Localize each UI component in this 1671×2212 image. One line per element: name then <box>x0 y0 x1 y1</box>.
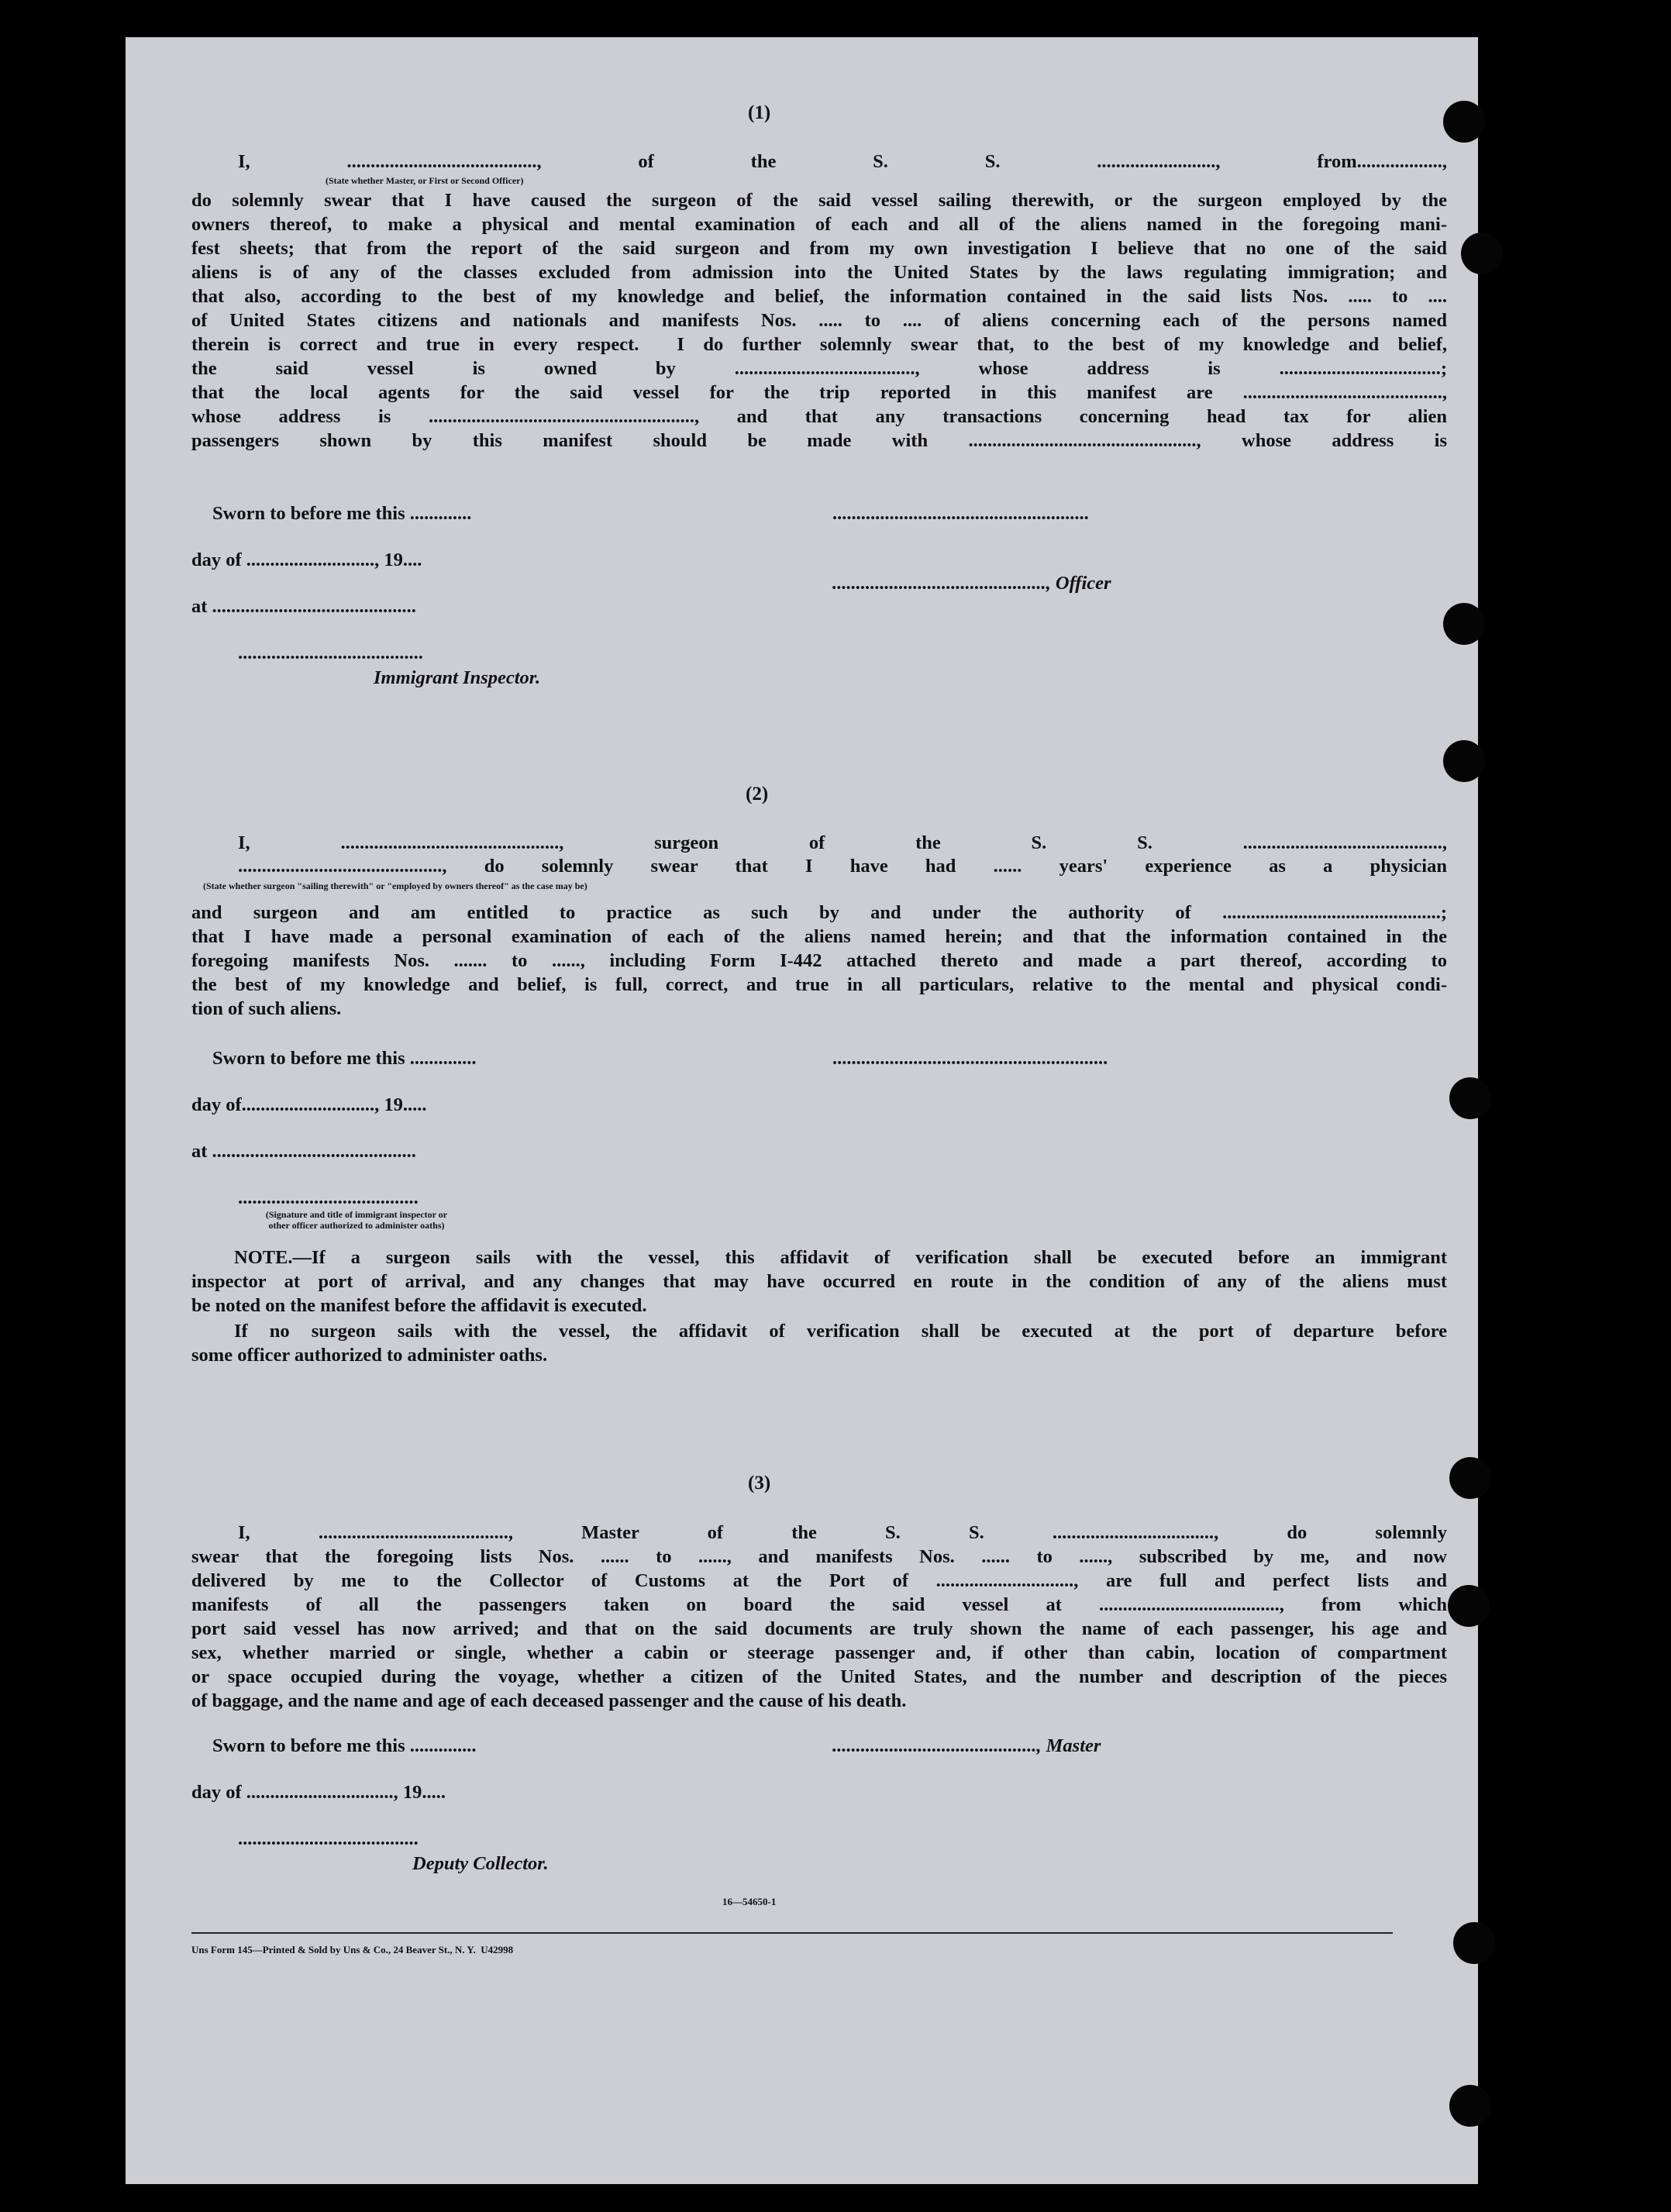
section1-line1: I, ........................................, of the S. S. ........................., from.................., <box>238 151 1447 172</box>
s2note-line: NOTE.—If a surgeon sails with the vessel, this affidavit of verification shall be executed before an immigrant <box>234 1247 1447 1268</box>
s3body-line: delivered by me to the Collector of Customs at the Port of ............................., are full and perfect lists and <box>191 1570 1447 1591</box>
punch-hole <box>1448 1585 1490 1627</box>
section3-day: day of ..............................., 19..... <box>191 1782 446 1803</box>
s1body-line: that the local agents for the said vessel for the trip reported in this manifest are .........................................., <box>191 382 1447 403</box>
s1body-line: the said vessel is owned by ......................................, whose address is ..................................; <box>191 358 1447 379</box>
section2-at: at ........................................... <box>191 1141 416 1162</box>
s2body-line: the best of my knowledge and belief, is full, correct, and true in all particulars, relative to the mental and physical condi- <box>191 974 1447 995</box>
section1-at: at ........................................... <box>191 596 416 617</box>
punch-hole <box>1443 740 1485 782</box>
s1body-line: of United States citizens and nationals and manifests Nos. ..... to .... of aliens concerning each of the persons named <box>191 310 1447 331</box>
section1-signature-line: ...................................................... <box>832 503 1089 524</box>
s3body-line: swear that the foregoing lists Nos. ...... to ......, and manifests Nos. ...... to ......, subscribed by me, and now <box>191 1546 1447 1567</box>
s3body-line: port said vessel has now arrived; and that on the said documents are truly shown the name of each passenger, his age and <box>191 1618 1447 1639</box>
section1-inspector-line: ....................................... <box>238 643 423 663</box>
s1body-line: fest sheets; that from the report of the said surgeon and from my own investigation I believe that no one of the said <box>191 238 1447 259</box>
s2note-line: be noted on the manifest before the affidavit is executed. <box>191 1295 647 1316</box>
section2-signer-line: ...................................... <box>238 1187 419 1208</box>
section2-day: day of............................, 19..... <box>191 1094 427 1115</box>
section2-line2: ..........................................., do solemnly swear that I have had ...... years' experience as a physician <box>238 856 1447 877</box>
footer-imprint: Uns Form 145—Printed & Sold by Uns & Co., 24 Beaver St., N. Y. U42998 <box>191 1944 514 1955</box>
s1body-line: do solemnly swear that I have caused the surgeon of the said vessel sailing therewith, or the surgeon employed by the <box>191 190 1447 211</box>
s1body-line: passengers shown by this manifest should be made with ................................................, whose address is <box>191 430 1447 451</box>
s2body-line: and surgeon and am entitled to practice as such by and under the authority of ..............................................; <box>191 902 1447 923</box>
section2-sworn: Sworn to before me this .............. <box>212 1048 477 1069</box>
print-code: 16—54650-1 <box>722 1896 777 1907</box>
s3body-line: manifests of all the passengers taken on board the said vessel at ......................................, from which <box>191 1594 1447 1615</box>
s1body-line: owners thereof, to make a physical and mental examination of each and all of the aliens named in the foregoing mani- <box>191 214 1447 235</box>
section2-number: (2) <box>746 784 769 805</box>
s3body-line: of baggage, and the name and age of each deceased passenger and the cause of his death. <box>191 1690 907 1711</box>
section1-sworn: Sworn to before me this ............. <box>212 503 472 524</box>
s1body-line: that also, according to the best of my knowledge and belief, the information contained in the said lists Nos. ..... to .... <box>191 286 1447 307</box>
footer-rule <box>191 1932 1393 1934</box>
s2body-line: foregoing manifests Nos. ....... to ......, including Form I-442 attached thereto and made a part thereof, according to <box>191 950 1447 971</box>
punch-hole <box>1449 1457 1491 1499</box>
section2-line1: I, .............................................., surgeon of the S. S. .........................................., <box>238 832 1447 853</box>
section1-inspector-label: Immigrant Inspector. <box>374 667 541 688</box>
s1body-line: therein is correct and true in every respect. I do further solemnly swear that, to the best of my knowledge and belief, <box>191 334 1447 355</box>
section1-officer-line: ............................................., Officer <box>832 573 1111 594</box>
section1-note1: (State whether Master, or First or Second Officer) <box>326 175 524 186</box>
punch-hole <box>1449 1077 1491 1119</box>
form-page <box>126 37 1478 2184</box>
s2body-line: that I have made a personal examination of each of the aliens named herein; and that the information contained in the <box>191 926 1447 947</box>
s2note2-line: some officer authorized to administer oaths. <box>191 1345 548 1366</box>
s2note2-line: If no surgeon sails with the vessel, the affidavit of verification shall be executed at the port of departure before <box>234 1321 1447 1342</box>
punch-hole <box>1453 1922 1495 1964</box>
s3body-line: I, ........................................, Master of the S. S. .................................., do solemnly <box>238 1522 1447 1543</box>
punch-hole <box>1461 233 1503 274</box>
section1-day: day of ..........................., 19.... <box>191 550 422 570</box>
section1-number: (1) <box>748 102 771 123</box>
section3-collector-label: Deputy Collector. <box>412 1853 549 1874</box>
punch-hole <box>1443 101 1485 143</box>
section3-number: (3) <box>748 1473 771 1494</box>
s1body-line: aliens is of any of the classes excluded from admission into the United States by the laws regulating immigration; and <box>191 262 1447 283</box>
s3body-line: or space occupied during the voyage, whether a citizen of the United States, and the number and description of the pieces <box>191 1666 1447 1687</box>
punch-hole <box>1443 603 1485 645</box>
s2body-line: tion of such aliens. <box>191 998 342 1019</box>
s1body-line: whose address is ........................................................, and that any transactions concerning head tax for alien <box>191 406 1447 427</box>
s2note-line: inspector at port of arrival, and any changes that may have occurred en route in the condition of any of the aliens must <box>191 1271 1447 1292</box>
punch-hole <box>1449 2085 1491 2127</box>
section2-signature-line: .......................................................... <box>832 1048 1108 1069</box>
section2-signer-note: (Signature and title of immigrant inspector or other officer authorized to administer oaths) <box>265 1209 448 1231</box>
section2-note2: (State whether surgeon "sailing therewith" or "employed by owners thereof" as the case may be) <box>203 880 587 891</box>
section3-collector-line: ...................................... <box>238 1828 419 1849</box>
section3-master-line: ..........................................., Master <box>832 1735 1101 1756</box>
section3-sworn: Sworn to before me this .............. <box>212 1735 477 1756</box>
s3body-line: sex, whether married or single, whether a cabin or steerage passenger and, if other than cabin, location of compartment <box>191 1642 1447 1663</box>
